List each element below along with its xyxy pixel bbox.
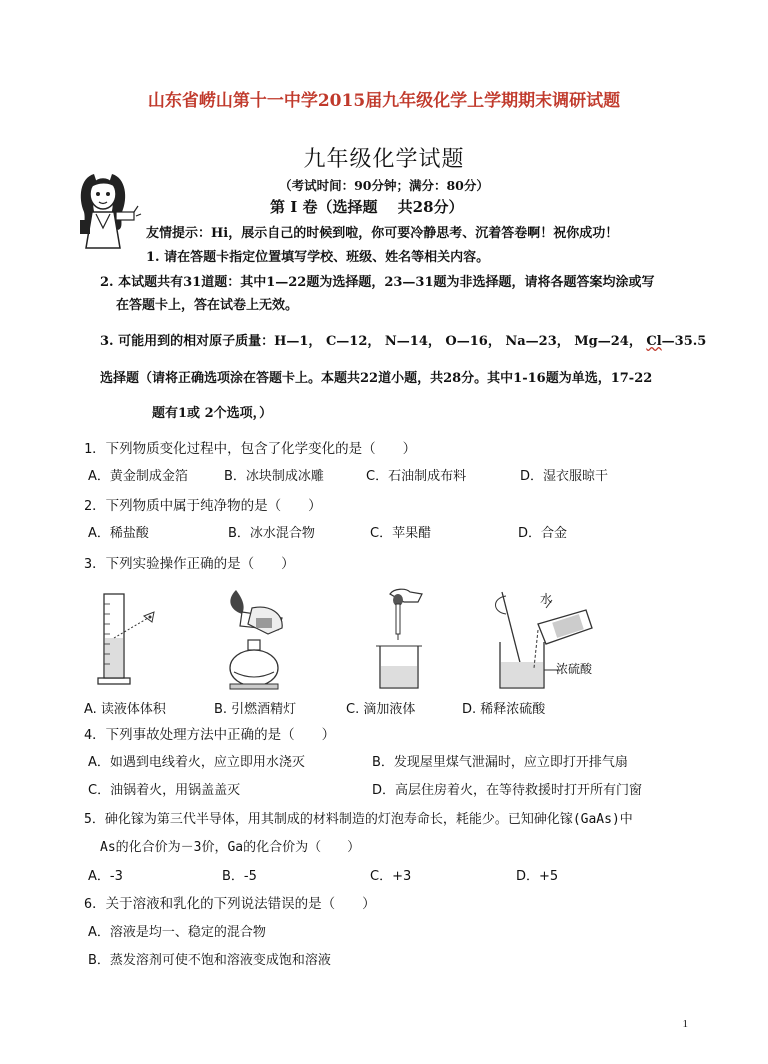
question-4-option-a: A．如遇到电线着火，应立即用水浇灭 [88, 755, 305, 770]
figure-label-water: 水 [540, 592, 553, 606]
figure-label-acid: 浓硫酸 [556, 662, 593, 676]
question-4-option-b: B．发现屋里煤气泄漏时，应立即打开排气扇 [372, 755, 628, 770]
question-6-option-b: B．蒸发溶剂可使不饱和溶液变成饱和溶液 [88, 953, 331, 968]
exam-subtitle: 九年级化学试题 [303, 147, 465, 172]
question-4-option-d: D．高层住房着火，在等待救援时打开所有门窗 [372, 783, 643, 798]
question-4-option-c: C．油锅着火，用锅盖盖灭 [88, 783, 241, 798]
atomic-mass-cl: Cl [646, 334, 662, 349]
exam-info: （考试时间：90分钟；满分：80分） [279, 178, 489, 193]
question-3-stem: 3．下列实验操作正确的是（ ） [84, 556, 295, 572]
question-2-option-a: A．稀盐酸 [88, 526, 149, 541]
question-5-stem-cont: As的化合价为－3价，Ga的化合价为（ ） [100, 840, 361, 855]
tips-item-2: 2. 本试题共有31道题：其中1—22题为选择题，23—31题为非选择题，请将各题答案均涂或写 [100, 275, 655, 290]
question-5-option-b: B．-5 [222, 869, 257, 884]
question-3-option-d: D. 稀释浓硫酸 [462, 702, 546, 717]
question-5-stem: 5．砷化镓为第三代半导体，用其制成的材料制造的灯泡寿命长，耗能少。已知砷化镓(GaAs)中 [84, 812, 633, 827]
tips-greeting: 友情提示：Hi，展示自己的时候到啦，你可要冷静思考、沉着答卷啊！祝你成功！ [146, 226, 619, 241]
question-5-option-d: D．+5 [516, 869, 559, 884]
question-1-option-d: D．湿衣服晾干 [520, 469, 609, 484]
question-2-option-b: B．冰水混合物 [228, 526, 315, 541]
question-4-stem: 4．下列事故处理方法中正确的是（ ） [84, 727, 336, 743]
question-1-option-b: B．冰块制成冰雕 [224, 469, 324, 484]
question-2-option-c: C．苹果醋 [370, 526, 432, 541]
question-1-option-c: C．石油制成布料 [366, 469, 467, 484]
tips-item-2-cont: 在答题卡上，答在试卷上无效。 [116, 298, 299, 313]
graduated-cylinder-figure [96, 588, 166, 693]
question-1-stem: 1．下列物质变化过程中，包含了化学变化的是（ ） [84, 441, 417, 457]
dropper-figure [370, 588, 430, 693]
question-5-option-c: C．+3 [370, 869, 412, 884]
tips-item-1: 1. 请在答题卡指定位置填写学校、班级、姓名等相关内容。 [146, 250, 490, 265]
atomic-mass-cl-value: —35.5 [661, 334, 707, 349]
document-title: 山东省崂山第十一中学2015届九年级化学上学期期末调研试题 [147, 91, 621, 111]
instruction-line-2: 题有1或 2个选项，） [152, 406, 273, 421]
atomic-mass-list: 3. 可能用到的相对原子质量：H—1， C—12， N—14， O—16， Na—23， Mg—24， [100, 334, 647, 349]
section-heading: 第 Ⅰ 卷（选择题 共28分） [270, 198, 464, 216]
question-3-option-c: C. 滴加液体 [346, 702, 416, 717]
tips-item-3 [100, 330, 706, 349]
question-3-option-a: A. 读液体体积 [84, 702, 166, 717]
question-2-stem: 2．下列物质中属于纯净物的是（ ） [84, 498, 322, 514]
question-6-option-a: A．溶液是均一、稳定的混合物 [88, 925, 266, 940]
instruction-line-1: 选择题（请将正确选项涂在答题卡上。本题共22道小题，共28分。其中1-16题为单选，17-22 [100, 371, 653, 386]
question-1-option-a: A．黄金制成金箔 [88, 469, 188, 484]
question-5-option-a: A．-3 [88, 869, 123, 884]
question-6-stem: 6．关于溶液和乳化的下列说法错误的是（ ） [84, 896, 376, 912]
page-number: 1 [682, 1018, 688, 1030]
question-2-option-d: D．合金 [518, 526, 568, 541]
question-3-option-b: B. 引燃酒精灯 [214, 702, 297, 717]
alcohol-lamp-figure [212, 588, 302, 693]
